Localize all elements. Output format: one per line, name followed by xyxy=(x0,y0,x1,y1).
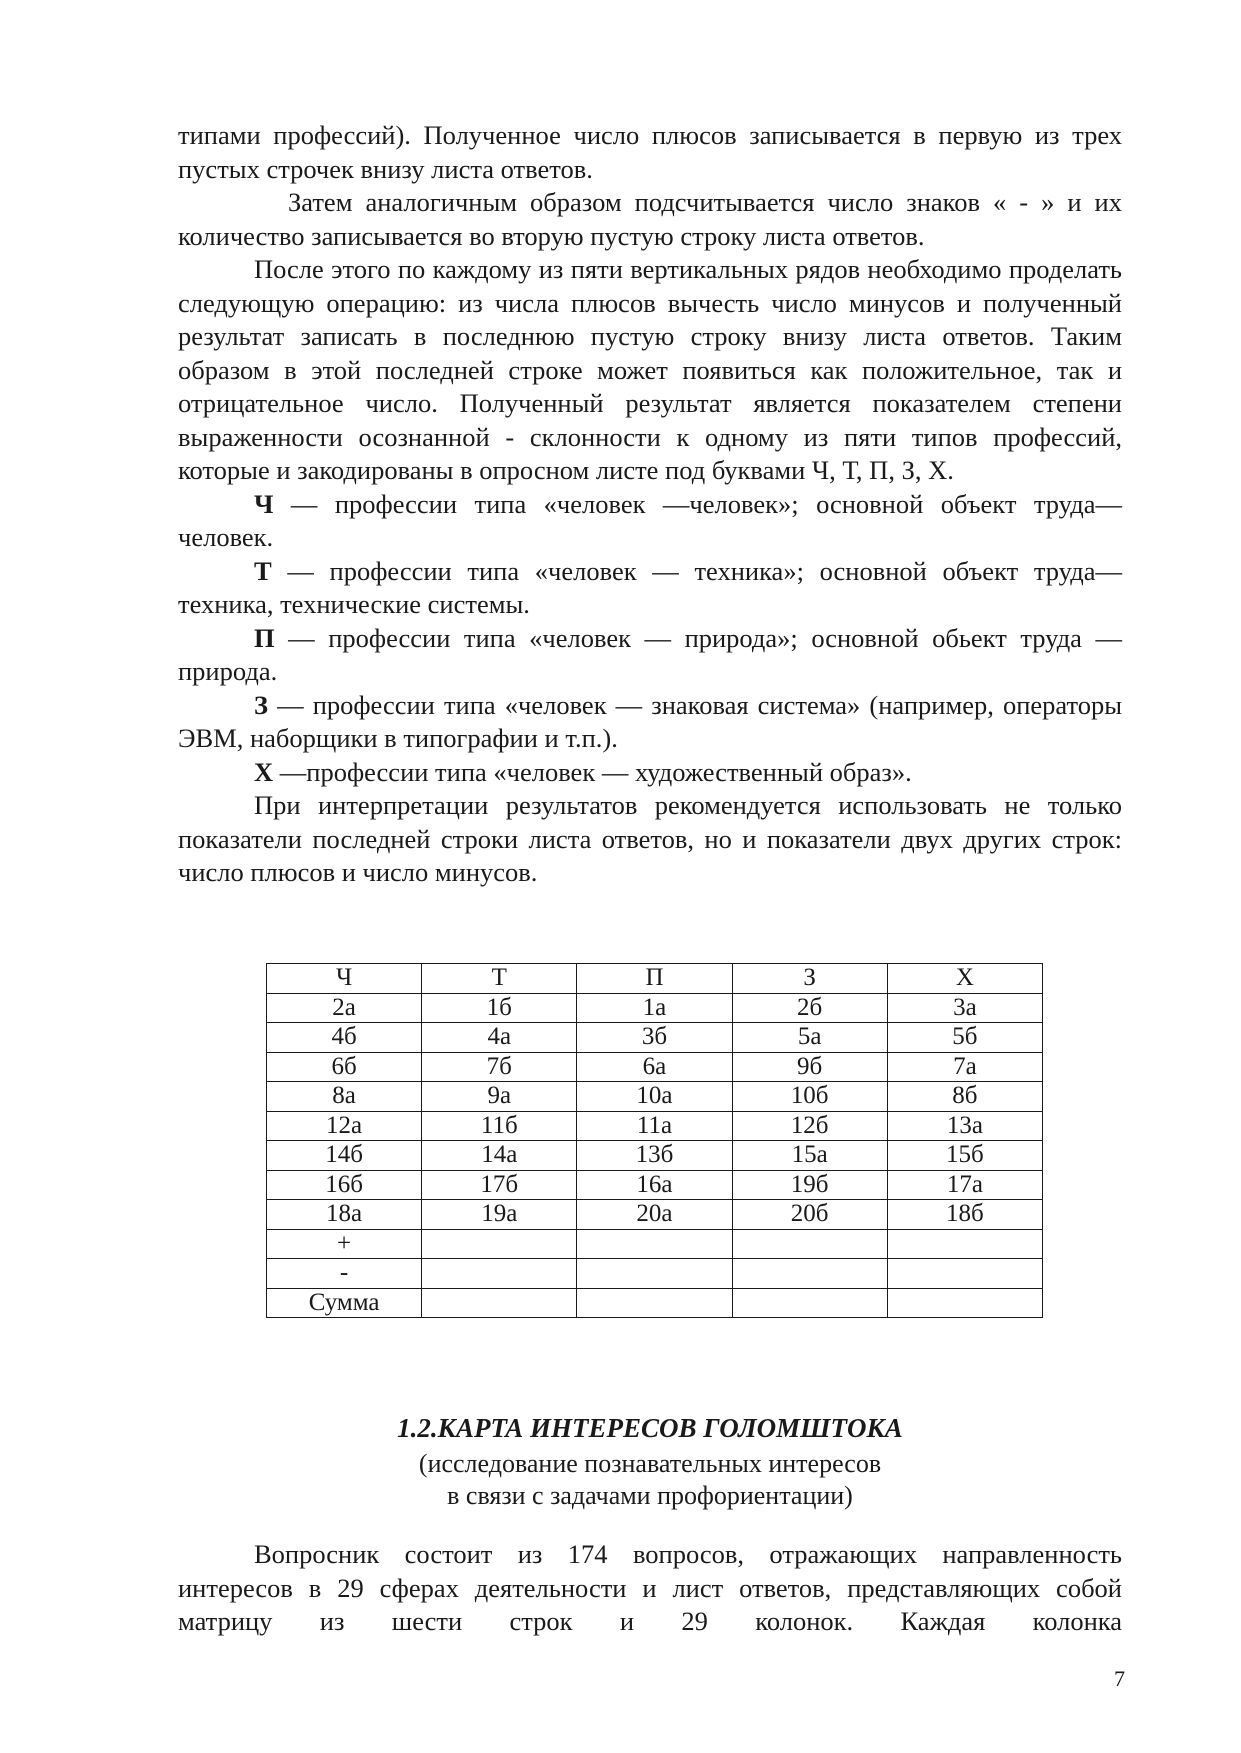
table-row xyxy=(267,993,1043,1023)
table-header-cell: П xyxy=(577,964,732,994)
table-cell: 12а xyxy=(267,1111,422,1141)
type-description: — профессии типа «человек —человек»; основной объект труда— человек. xyxy=(178,488,1122,552)
table-body xyxy=(267,993,1043,1318)
empty-answer-cell xyxy=(422,1259,577,1289)
table-cell: 14а xyxy=(422,1141,577,1171)
table-cell: 1б xyxy=(422,993,577,1023)
table-cell: 18а xyxy=(267,1200,422,1230)
section-subtitle-line: в связи с задачами профориентации) xyxy=(447,1481,853,1510)
table-cell: 3б xyxy=(577,1023,732,1053)
table-cell: 1а xyxy=(577,993,732,1023)
answer-table xyxy=(266,963,1043,1318)
paragraph-plus-count: типами профессий). Полученное число плюсов записывается в первую из трех пустых строчек внизу листа ответов. xyxy=(178,120,1122,184)
empty-answer-cell xyxy=(577,1288,732,1318)
table-cell: 2а xyxy=(267,993,422,1023)
empty-answer-cell xyxy=(577,1229,732,1259)
table-row xyxy=(267,1052,1043,1082)
empty-answer-cell xyxy=(887,1288,1042,1318)
table-cell: 15б xyxy=(887,1141,1042,1171)
empty-answer-cell xyxy=(577,1259,732,1289)
type-letter: Ч xyxy=(254,488,274,519)
paragraph-minus-count: Затем аналогичным образом подсчитывается число знаков « - » и их количество записывается во вторую пустую строку листа ответов. xyxy=(178,187,1122,251)
summary-label-cell: - xyxy=(267,1259,422,1289)
type-item-t xyxy=(178,555,1122,622)
empty-answer-cell xyxy=(887,1259,1042,1289)
table-cell: 16б xyxy=(267,1170,422,1200)
page-number: 7 xyxy=(1114,1666,1125,1691)
table-cell: 4б xyxy=(267,1023,422,1053)
section-title: 1.2.КАРТА ИНТЕРЕСОВ ГОЛОМШТОКА xyxy=(397,1413,903,1443)
table-cell: 6б xyxy=(267,1052,422,1082)
type-item-ch xyxy=(178,488,1122,555)
type-letter: Т xyxy=(254,555,272,586)
table-cell: 11б xyxy=(422,1111,577,1141)
table-cell: 8а xyxy=(267,1082,422,1112)
table-row xyxy=(267,1082,1043,1112)
summary-label-cell: Сумма xyxy=(267,1288,422,1318)
table-cell: 6а xyxy=(577,1052,732,1082)
table-cell: 9а xyxy=(422,1082,577,1112)
table-cell: 2б xyxy=(732,993,887,1023)
table-cell: 20а xyxy=(577,1200,732,1230)
section-subtitle-line: (исследование познавательных интересов xyxy=(418,1449,882,1478)
bottom-text-block xyxy=(178,1538,1122,1639)
table-cell: 5б xyxy=(887,1023,1042,1053)
table-cell: 17б xyxy=(422,1170,577,1200)
type-description: — профессии типа «человек — знаковая система» (например, операторы ЭВМ, наборщики в типографии и т.п.). xyxy=(178,689,1122,753)
empty-answer-cell xyxy=(732,1229,887,1259)
table-header-cell: Х xyxy=(887,964,1042,994)
table-cell: 5а xyxy=(732,1023,887,1053)
table-cell: 11а xyxy=(577,1111,732,1141)
section-subtitle xyxy=(178,1448,1122,1512)
table-cell: 13б xyxy=(577,1141,732,1171)
table-header-row xyxy=(267,964,1043,994)
type-description: —профессии типа «человек — художественный образ». xyxy=(273,756,912,787)
table-row xyxy=(267,1200,1043,1230)
table-row xyxy=(267,1170,1043,1200)
empty-answer-cell xyxy=(732,1288,887,1318)
table-cell: 3а xyxy=(887,993,1042,1023)
table-cell: 4а xyxy=(422,1023,577,1053)
table-cell: 10б xyxy=(732,1082,887,1112)
paragraph-interpretation: При интерпретации результатов рекомендуется использовать не только показатели последней строки листа ответов, но и показатели двух других строк: число плюсов и число минусов. xyxy=(178,790,1122,887)
table-cell: 19б xyxy=(732,1170,887,1200)
table-header-cell: З xyxy=(732,964,887,994)
table-cell: 7а xyxy=(887,1052,1042,1082)
type-description: — профессии типа «человек — техника»; основной объект труда— техника, технические системы. xyxy=(178,555,1122,619)
table-cell: 12б xyxy=(732,1111,887,1141)
table-cell: 8б xyxy=(887,1082,1042,1112)
paragraph-difference: После этого по каждому из пяти вертикальных рядов необходимо проделать следующую операцию: из числа плюсов вычесть число минусов и полученный результат записать в последнюю пустую строку внизу листа ответов. Таким образом в этой последней строке может появиться как положительное, так и отрицательное число. Полученный результат является показателем степени выраженности осознанной - склонности к одному из пяти типов профессий, которые и закодированы в опросном листе под буквами Ч, Т, П, З, Х. xyxy=(178,254,1122,485)
type-letter: П xyxy=(254,622,275,653)
top-text-block xyxy=(178,119,1122,890)
table-summary-row xyxy=(267,1229,1043,1259)
summary-label-cell: + xyxy=(267,1229,422,1259)
table-summary-row xyxy=(267,1288,1043,1318)
table-header-cell: Т xyxy=(422,964,577,994)
table-row xyxy=(267,1141,1043,1171)
empty-answer-cell xyxy=(422,1288,577,1318)
table-cell: 20б xyxy=(732,1200,887,1230)
table-header-cell: Ч xyxy=(267,964,422,994)
table-cell: 14б xyxy=(267,1141,422,1171)
table-summary-row xyxy=(267,1259,1043,1289)
table-row xyxy=(267,1111,1043,1141)
empty-answer-cell xyxy=(887,1229,1042,1259)
table-cell: 16а xyxy=(577,1170,732,1200)
type-item-kh xyxy=(178,756,1122,790)
table-cell: 15а xyxy=(732,1141,887,1171)
type-item-z xyxy=(178,689,1122,756)
type-letter: З xyxy=(254,689,268,720)
paragraph-questionnaire: Вопросник состоит из 174 вопросов, отражающих направленность интересов в 29 сферах деятельности и лист ответов, представляющих собой матрицу из шести строк и 29 колонок. Каждая колонка xyxy=(178,1539,1122,1636)
table-row xyxy=(267,1023,1043,1053)
table-cell: 9б xyxy=(732,1052,887,1082)
empty-answer-cell xyxy=(732,1259,887,1289)
type-item-p xyxy=(178,622,1122,689)
table-cell: 13а xyxy=(887,1111,1042,1141)
table-cell: 10а xyxy=(577,1082,732,1112)
empty-answer-cell xyxy=(422,1229,577,1259)
type-description: — профессии типа «человек — природа»; основной обьект труда — природа. xyxy=(178,622,1122,686)
table-cell: 19а xyxy=(422,1200,577,1230)
table-cell: 7б xyxy=(422,1052,577,1082)
table-cell: 18б xyxy=(887,1200,1042,1230)
type-letter: Х xyxy=(254,756,274,787)
table-cell: 17а xyxy=(887,1170,1042,1200)
